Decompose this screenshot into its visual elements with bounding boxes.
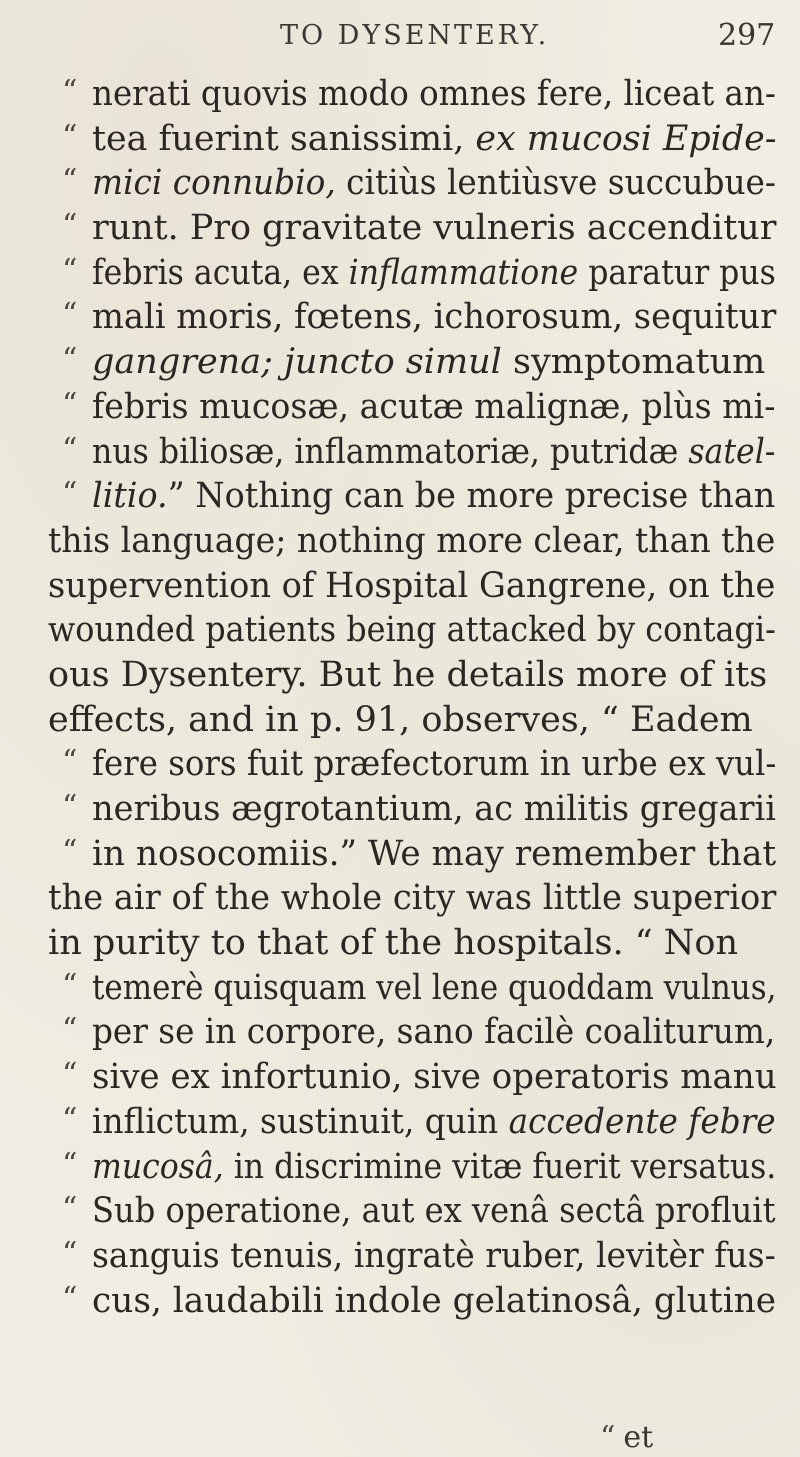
quote-mark: “ <box>62 967 78 1003</box>
line-text <box>92 474 775 519</box>
italic-segment: satel- <box>688 431 776 472</box>
text-segment: ” Nothing can be more precise than <box>167 476 776 517</box>
quote-mark: “ <box>62 1057 78 1093</box>
quote-mark: “ <box>62 252 78 288</box>
text-segment: in nosocomiis.” We may remember that <box>92 833 777 874</box>
text-segment: inflictum, sustinuit, quin <box>92 1101 509 1142</box>
text-line <box>0 206 800 251</box>
italic-segment: accedente febre <box>508 1101 776 1142</box>
line-text <box>48 876 776 921</box>
line-text <box>48 921 738 966</box>
quote-mark: “ <box>62 1012 78 1048</box>
text-line <box>0 1145 800 1190</box>
page-header <box>0 14 800 54</box>
running-head: TO DYSENTERY. <box>280 20 550 51</box>
line-text <box>48 653 767 698</box>
italic-segment: inflammatione <box>348 252 579 293</box>
quote-mark: “ <box>62 1146 78 1182</box>
text-segment: effects, and in p. 91, observes, “ Eadem <box>48 699 753 740</box>
text-segment: febris acuta, ex <box>92 252 349 293</box>
quote-mark: “ <box>62 386 78 422</box>
text-segment: the air of the whole city was little superior <box>48 878 777 919</box>
text-line <box>0 876 800 921</box>
quote-mark: “ <box>62 1280 78 1316</box>
text-line <box>0 1055 800 1100</box>
quote-mark: “ <box>62 163 78 199</box>
quote-mark: “ <box>62 431 78 467</box>
line-text <box>92 430 775 475</box>
text-line <box>0 340 800 385</box>
line-text <box>92 787 776 832</box>
text-line <box>0 921 800 966</box>
quote-mark: “ <box>62 1101 78 1137</box>
text-line <box>0 832 800 877</box>
line-text <box>92 72 776 117</box>
line-text <box>92 295 776 340</box>
text-line <box>0 787 800 832</box>
line-text <box>92 1189 776 1234</box>
text-segment: Sub operatione, aut ex venâ sectâ profluit <box>92 1191 776 1232</box>
text-segment: cus, laudabili indole gelatinosâ, glutine <box>92 1280 777 1321</box>
page-number: 297 <box>718 18 776 53</box>
line-text <box>92 206 776 251</box>
italic-segment: gangrena; juncto simul <box>92 342 502 383</box>
text-segment: paratur pus <box>578 252 776 293</box>
text-segment: mali moris, fœtens, ichorosum, sequitur <box>92 297 777 338</box>
line-text <box>92 1279 776 1324</box>
line-text <box>48 698 753 743</box>
text-line <box>0 1100 800 1145</box>
line-text <box>92 117 777 162</box>
quote-mark: “ <box>62 833 78 869</box>
text-segment: runt. Pro gravitate vulneris accenditur <box>92 208 777 249</box>
line-text <box>92 966 776 1011</box>
italic-segment: mici connubio, <box>92 163 336 204</box>
line-text <box>48 519 775 564</box>
text-line <box>0 430 800 475</box>
line-text <box>92 832 776 877</box>
text-line <box>0 966 800 1011</box>
line-text <box>92 385 775 430</box>
text-segment: ous Dysentery. But he details more of its <box>48 654 768 695</box>
text-segment: in purity to that of the hospitals. “ Non <box>48 923 738 964</box>
text-segment: febris mucosæ, acutæ malignæ, plùs mi- <box>92 386 776 427</box>
line-text <box>92 1234 776 1279</box>
line-text <box>92 1010 775 1055</box>
italic-segment: ex mucosi Epide- <box>475 118 777 159</box>
catchword <box>600 1420 653 1455</box>
text-segment: temerè quisquam vel lene quoddam vulnus, <box>92 967 777 1008</box>
text-segment: in discrimine vitæ fuerit versatus. <box>223 1146 777 1187</box>
text-line <box>0 564 800 609</box>
text-segment: supervention of Hospital Gangrene, on the <box>48 565 776 606</box>
italic-segment: litio. <box>92 476 168 517</box>
text-line <box>0 474 800 519</box>
text-segment: neribus ægrotantium, ac militis gregarii <box>92 789 776 829</box>
text-segment: fere sors fuit præfectorum in urbe ex vul- <box>92 744 777 785</box>
line-text <box>92 1100 776 1145</box>
text-segment: per se in corpore, sano facilè coaliturum, <box>92 1012 776 1053</box>
text-line <box>0 1189 800 1234</box>
text-line <box>0 653 800 698</box>
text-segment: this language; nothing more clear, than the <box>48 520 776 561</box>
text-line <box>0 251 800 296</box>
body-text <box>0 72 800 1323</box>
line-text <box>48 608 776 653</box>
catchword-text: et <box>623 1420 654 1455</box>
quote-mark: “ <box>62 297 78 333</box>
line-text <box>92 1145 776 1190</box>
quote-mark: “ <box>62 476 78 512</box>
text-line <box>0 519 800 564</box>
text-segment: tea fuerint sanissimi, <box>92 118 476 159</box>
text-line <box>0 385 800 430</box>
text-segment: nus biliosæ, inflammatoriæ, putridæ <box>92 431 689 472</box>
line-text <box>92 1055 777 1100</box>
quote-mark: “ <box>62 118 78 154</box>
quote-mark: “ <box>62 74 78 109</box>
quote-mark: “ <box>62 342 78 378</box>
text-line <box>0 1010 800 1055</box>
line-text <box>48 564 775 609</box>
text-line <box>0 161 800 206</box>
text-segment: citiùs lentiùsve succubue- <box>335 163 777 204</box>
quote-mark: “ <box>62 1235 78 1271</box>
quote-mark: “ <box>62 744 78 780</box>
line-text <box>92 340 765 385</box>
line-text <box>92 742 776 787</box>
text-line <box>0 1234 800 1279</box>
catchword-quote-mark: “ <box>600 1420 616 1455</box>
text-line <box>0 698 800 743</box>
text-segment: sive ex infortunio, sive operatoris manu <box>92 1057 777 1098</box>
text-segment: symptomatum <box>501 342 766 383</box>
text-line <box>0 72 800 117</box>
text-line <box>0 1279 800 1324</box>
text-line <box>0 742 800 787</box>
quote-mark: “ <box>62 1191 78 1227</box>
quote-mark: “ <box>62 789 78 824</box>
line-text <box>92 161 776 206</box>
italic-segment: mucosâ, <box>92 1146 224 1187</box>
text-segment: sanguis tenuis, ingratè ruber, levitèr fus- <box>92 1235 776 1276</box>
text-line <box>0 295 800 340</box>
quote-mark: “ <box>62 208 78 244</box>
text-segment: nerati quovis modo omnes fere, liceat an- <box>92 74 776 114</box>
text-line <box>0 117 800 162</box>
text-segment: wounded patients being attacked by contagi- <box>48 610 776 651</box>
text-line <box>0 608 800 653</box>
line-text <box>92 251 776 296</box>
